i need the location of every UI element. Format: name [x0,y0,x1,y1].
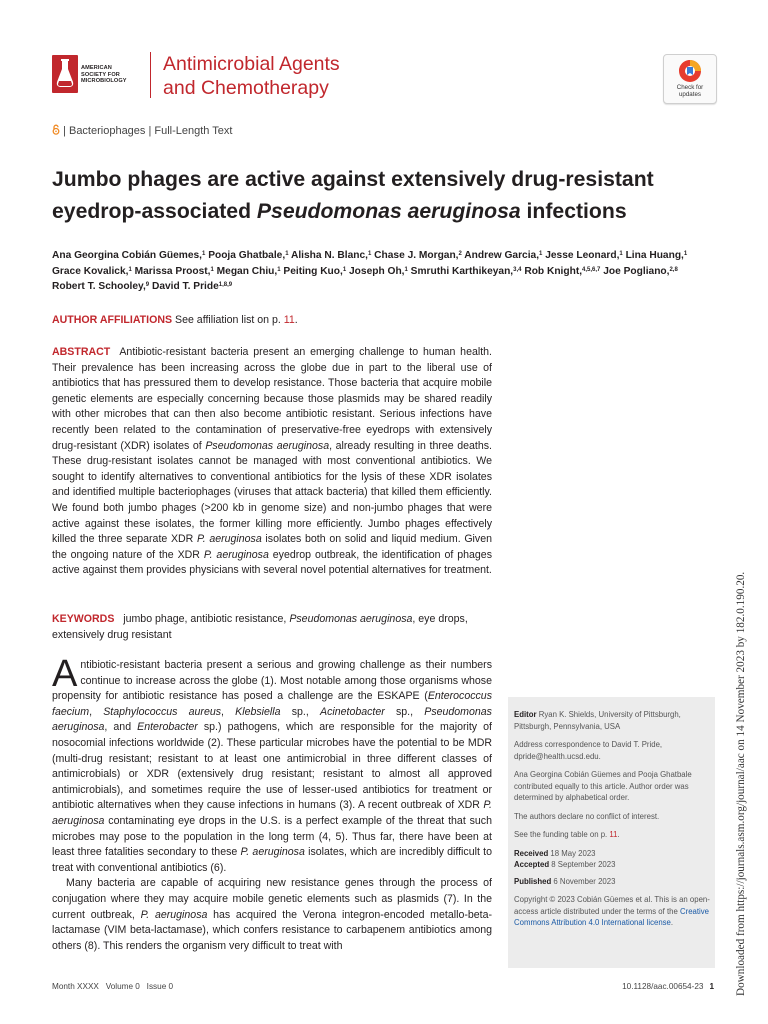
equal-contribution-note: Ana Georgina Cobián Güemes and Pooja Ghatbale contributed equally to this article. Author order was determined by alphabetical order. [514,770,692,802]
check-for-updates-button[interactable] [663,54,717,104]
funding-note: See the funding table on p. 11. [514,830,620,839]
affiliations-page-link[interactable]: 11 [283,314,295,326]
correspondence-info: Address correspondence to David T. Pride, dpride@health.ucsd.edu. [514,740,663,761]
abstract-label: ABSTRACT [52,346,111,358]
author-line: Robert T. Schooley,$^9$ David T. Pride$^{1,8,9}$ [52,281,233,292]
published-info: Published 6 November 2023 [514,876,616,886]
check-updates-icon [678,59,702,83]
flask-logo-icon [52,55,78,93]
header-divider [150,52,151,98]
copyright-info: Copyright © 2023 Cobián Güemes et al. This is an open-access article distributed under the terms of the Creative Commons Attribution 4.0 International license. [514,895,710,927]
page-number: 1 [709,982,714,991]
funding-page-link[interactable]: 11 [609,830,618,839]
editor-info: Editor Ryan K. Shields, University of Pittsburgh, Pittsburgh, Pennsylvania, USA [514,710,681,731]
body-paragraph: Many bacteria are capable of acquiring new resistance genes through the process of conjugation where they may acquire mobile genetic elements such as plasmids (7). In the current outbreak, P. aeruginosa has acquired the Verona integron-encoded metallo-beta-lactamase (VIM beta-lactamase), which confers resistance to carbapenem antibiotics among others (8). This renders the organism very difficult to treat with [52,877,493,952]
conflict-statement: The authors declare no conflict of interest. [514,811,660,821]
drop-cap: A [52,653,78,695]
dates-info: Received 18 May 2023 Accepted 8 September 2023 [514,848,616,869]
keywords-label: KEYWORDS [52,613,115,625]
affiliations-label: AUTHOR AFFILIATIONS [52,314,173,326]
license-link[interactable]: Creative Commons Attribution 4.0 International license [514,906,710,927]
author-list [52,248,724,295]
download-note: Downloaded from https://journals.asm.org/journal/aac on 14 November 2023 by 182.0.190.20. [735,571,747,996]
article-info-panel [508,697,715,968]
author-line: Grace Kovalick,$^1$ Marissa Proost,$^1$ Megan Chiu,$^1$ Peiting Kuo,$^1$ Joseph Oh,$^1$ Smruthi Karthikeyan,$^{3,4}$ Rob Knight,$^{4,5,6,7}$ Joe Pogliano,$^{2,8}$ [52,265,678,277]
author-line: Ana Georgina Cobián Güemes,$^1$ Pooja Ghatbale,$^1$ Alisha N. Blanc,$^1$ Chase J. Morgan,$^2$ Andrew Garcia,$^1$ Jesse Leonard,$^1$ Lina Huang,$^1$ [52,250,688,261]
check-updates-label: Check for updates [676,84,704,98]
abstract: ABSTRACT Antibiotic-resistant bacteria present an emerging challenge to human health. Their prevalence has been increasing across the globe due in part to the liberal use of antibiotics that has pressured them to develop resistance. Those bacteria that acquire mobile genetic elements are especially concerning because those plasmids may be shared readily with other microbes that can then also become antibiotic resistant. Serious infections have recently been related to the contamination of preservative-free eyedrops with extensively drug-resistant (XDR) isolates of Pseudomonas aeruginosa, already resulting in three deaths. These drug-resistant isolates cannot be managed with most conventional antibiotics. We sought to identify alternatives to conventional antibiotics for the lysis of these XDR isolates and identified multiple bacteriophages (viruses that attack bacteria) that killed them efficiently. We found both jumbo phages (>200 kb in genome size) and non-jumbo phages that were active against these isolates, the former killing more efficiently. Jumbo phages effectively killed the three separate XDR P. aeruginosa isolates both on solid and liquid medium. Given the ongoing nature of the XDR P. aeruginosa eyedrop outbreak, the identification of phages active against them provides physicians with several novel potential alternatives for treatment. [52,346,492,577]
keywords: KEYWORDS jumbo phage, antibiotic resistance, Pseudomonas aeruginosa, eye drops, extensively drug resistant [52,613,468,641]
footer-issue-info: Month XXXX Volume 0 Issue 0 [52,982,174,991]
body-paragraph: Antibiotic-resistant bacteria present a serious and growing challenge as their numbers continue to increase across the globe (1). Most notable among those organisms whose propensity for antibiotic resistance has posed a challenge are the ESKAPE (Enterococcus faecium, Staphylococcus aureus, Klebsiella sp., Acinetobacter sp., Pseudomonas aeruginosa, and Enterobacter sp.) pathogens, which are responsible for the majority of nosocomial infections worldwide (2). These particular microbes have the potential to be MDR (multi-drug resistant; resistant to at least one antimicrobial in three different classes of antimicrobials) or XDR (extensively drug resistant; resistant to almost all approved antimicrobials), and sometimes require the use of lesser-used antibiotics for treatment or antibiotic alternatives when they cause infections in humans (3). A recent outbreak of XDR P. aeruginosa contaminating eye drops in the U.S. is a perfect example of the threat that such microbes may pose to the population in the long term (4, 5). Thus far, there have been at least three fatalities secondary to these P. aeruginosa isolates, which are incredibly difficult to treat with conventional antibiotics (6). [52,653,492,874]
journal-title[interactable]: Antimicrobial Agents and Chemotherapy [163,53,340,99]
article-category: | Bacteriophages | Full-Length Text [52,124,232,137]
open-access-icon [52,124,60,135]
society-logo [52,55,144,99]
society-name: AMERICAN SOCIETY FOR MICROBIOLOGY [81,65,127,85]
author-affiliations: AUTHOR AFFILIATIONS See affiliation list on p. 11. [52,314,298,326]
doi-link[interactable]: 10.1128/aac.00654-23 [622,982,704,991]
body-text [52,653,493,954]
footer-doi [560,982,714,991]
article-title: Jumbo phages are active against extensively drug-resistant eyedrop-associated Pseudomonas aeruginosa infections [52,168,654,223]
